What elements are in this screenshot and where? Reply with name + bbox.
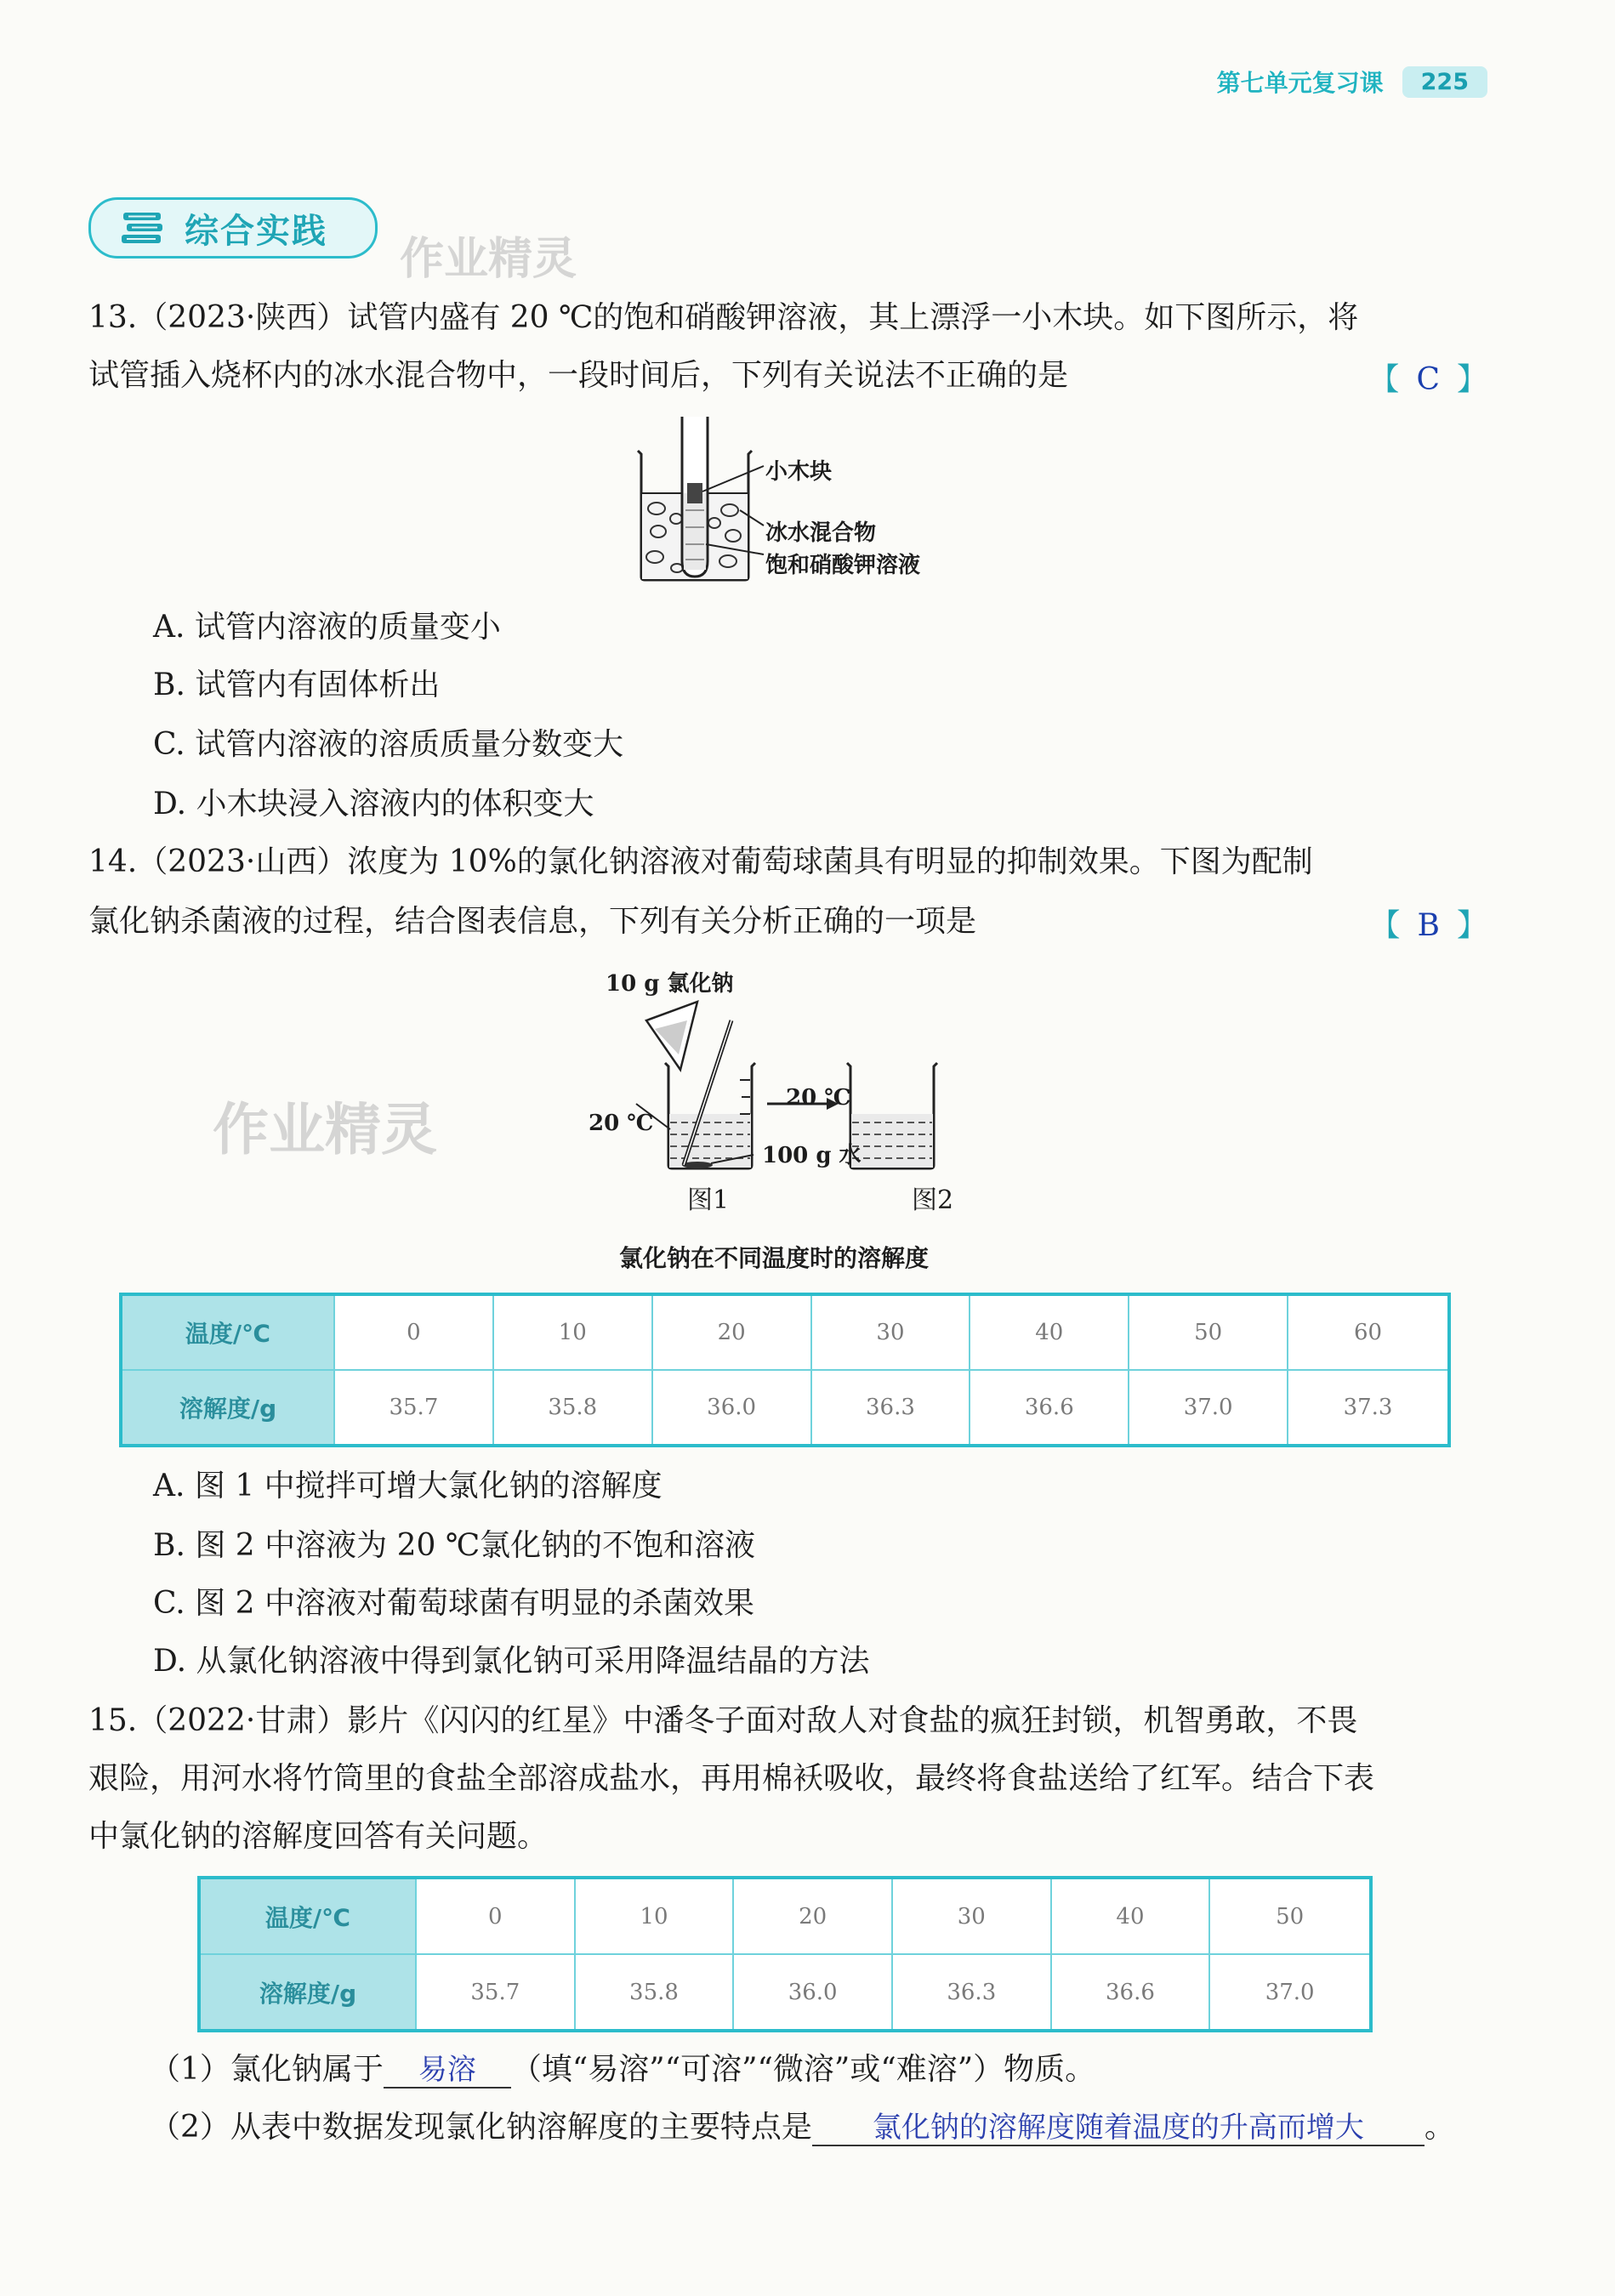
table-cell: 40 — [970, 1294, 1129, 1370]
q13-answer-bracket: 【 C 】 — [1368, 362, 1487, 397]
q13-option-a: A. 试管内溶液的质量变小 — [153, 610, 501, 645]
table-cell: 37.3 — [1288, 1370, 1449, 1446]
q15-sub1-suffix: （填“易溶”“可溶”“微溶”或“难溶”）物质。 — [510, 2052, 1096, 2087]
table-cell: 40 — [1051, 1878, 1210, 1954]
q13-line1: 13.（2023·陕西）试管内盛有 20 ℃的饱和硝酸钾溶液，其上漂浮一小木块。如下图所示，将 — [88, 300, 1359, 335]
q14-option-c: C. 图 2 中溶液对葡萄球菌有明显的杀菌效果 — [153, 1586, 754, 1621]
table-cell: 0 — [416, 1878, 575, 1954]
q14-line1: 14.（2023·山西）浓度为 10%的氯化钠溶液对葡萄球菌具有明显的抑制效果。下图为配制 — [88, 844, 1313, 879]
solubility-table-q15 — [197, 1876, 1373, 2032]
table-cell: 36.6 — [970, 1370, 1129, 1446]
table-cell: 60 — [1288, 1294, 1449, 1370]
table-cell: 35.7 — [416, 1954, 575, 2031]
table-cell: 37.0 — [1129, 1370, 1288, 1446]
table-header-solubility: 溶解度/g — [121, 1370, 334, 1446]
q15-sub1-prefix: （1）氯化钠属于 — [150, 2052, 384, 2087]
table-header-temp: 温度/℃ — [121, 1294, 334, 1370]
table-cell: 37.0 — [1209, 1954, 1371, 2031]
label-saturated-solution: 饱和硝酸钾溶液 — [765, 553, 921, 578]
test-tube-beaker-figure — [629, 417, 765, 587]
watermark: 作业精灵 — [213, 1097, 437, 1162]
table-cell: 30 — [811, 1294, 970, 1370]
q15-line3: 中氯化钠的溶解度回答有关问题。 — [88, 1819, 549, 1854]
table-cell: 35.8 — [493, 1370, 652, 1446]
fig1-caption: 图1 — [687, 1185, 730, 1215]
table-title: 氯化钠在不同温度时的溶解度 — [619, 1244, 930, 1272]
table-cell: 35.8 — [575, 1954, 734, 2031]
section-title: 综合实践 — [185, 211, 327, 251]
q13-option-c: C. 试管内溶液的溶质质量分数变大 — [153, 727, 624, 762]
table-cell: 10 — [493, 1294, 652, 1370]
fig2-caption: 图2 — [912, 1185, 954, 1215]
unit-title: 第七单元复习课 — [1216, 69, 1384, 97]
q14-line2: 氯化钠杀菌液的过程，结合图表信息，下列有关分析正确的一项是 — [88, 904, 977, 939]
section-banner — [88, 197, 378, 259]
table-header-temp: 温度/℃ — [199, 1878, 416, 1954]
label-salt: 10 g 氯化钠 — [606, 971, 734, 997]
solubility-table-q14 — [119, 1293, 1451, 1447]
label-water: 100 g 水 — [762, 1143, 862, 1168]
table-cell: 20 — [733, 1878, 892, 1954]
books-icon — [120, 209, 166, 247]
q15-sub1 — [150, 2049, 1095, 2090]
q14-answer-bracket: 【 B 】 — [1369, 908, 1487, 943]
q15-sub2-answer: 氯化钠的溶解度随着温度的升高而增大 — [812, 2111, 1424, 2146]
table-cell: 30 — [892, 1878, 1051, 1954]
table-cell: 50 — [1129, 1294, 1288, 1370]
q15-sub2-suffix: 。 — [1424, 2110, 1455, 2145]
q14-option-d: D. 从氯化钠溶液中得到氯化钠可采用降温结晶的方法 — [153, 1644, 870, 1679]
q13-option-b: B. 试管内有固体析出 — [153, 668, 441, 702]
watermark: 作业精灵 — [400, 234, 577, 285]
table-cell: 36.0 — [652, 1370, 811, 1446]
q15-line1: 15.（2022·甘肃）影片《闪闪的红星》中潘冬子面对敌人对食盐的疯狂封锁，机智勇敢，不畏 — [88, 1703, 1358, 1738]
q13-option-d: D. 小木块浸入溶液内的体积变大 — [153, 787, 594, 821]
q13-line2: 试管插入烧杯内的冰水混合物中，一段时间后，下列有关说法不正确的是 — [88, 358, 1069, 393]
table-cell: 20 — [652, 1294, 811, 1370]
q15-sub2-prefix: （2）从表中数据发现氯化钠溶解度的主要特点是 — [150, 2110, 812, 2145]
table-cell: 36.3 — [892, 1954, 1051, 2031]
label-wood-block: 小木块 — [765, 459, 833, 485]
label-ice-water: 冰水混合物 — [765, 520, 877, 546]
q14-option-b: B. 图 2 中溶液为 20 ℃氯化钠的不饱和溶液 — [153, 1528, 756, 1563]
table-cell: 36.6 — [1051, 1954, 1210, 2031]
q15-sub1-answer: 易溶 — [384, 2053, 511, 2089]
table-cell: 35.7 — [334, 1370, 493, 1446]
table-header-solubility: 溶解度/g — [199, 1954, 416, 2031]
q15-line2: 艰险，用河水将竹筒里的食盐全部溶成盐水，再用棉袄吸收，最终将食盐送给了红军。结合下表 — [88, 1761, 1375, 1796]
table-cell: 10 — [575, 1878, 734, 1954]
q13-answer: C — [1416, 362, 1440, 397]
page-header — [1217, 65, 1487, 99]
q15-sub2 — [150, 2107, 1455, 2148]
label-arrow-temp: 20 ℃ — [786, 1085, 851, 1111]
page-number: 225 — [1402, 66, 1487, 98]
q14-option-a: A. 图 1 中搅拌可增大氯化钠的溶解度 — [153, 1469, 662, 1503]
label-temp-left: 20 ℃ — [589, 1111, 654, 1136]
table-cell: 0 — [334, 1294, 493, 1370]
table-cell: 36.0 — [733, 1954, 892, 2031]
table-cell: 36.3 — [811, 1370, 970, 1446]
q14-answer: B — [1417, 908, 1440, 943]
table-cell: 50 — [1209, 1878, 1371, 1954]
